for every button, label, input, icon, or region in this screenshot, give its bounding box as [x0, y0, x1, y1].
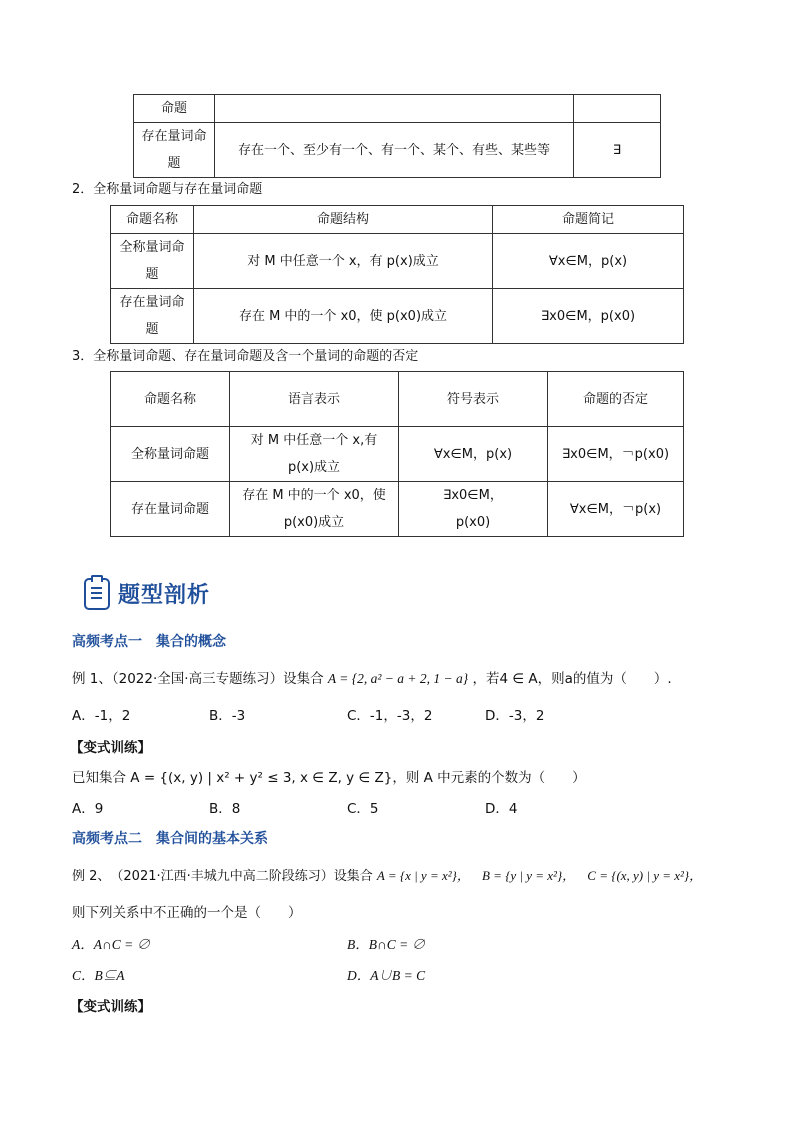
example-prefix: 例 2、 （2021·江西·丰城九中高二阶段练习）设集合	[72, 869, 373, 884]
point-title: 高频考点二 集合间的基本关系	[72, 831, 268, 847]
variant-question: 已知集合 A = {(x, y) | x² + y² ≤ 3, x ∈ Z, y ∈ Z}，则 A 中元素的个数为（ ）	[72, 770, 586, 786]
option-c: C．5	[347, 801, 379, 817]
table-header: 命题简记	[493, 206, 684, 234]
table-cell	[215, 95, 574, 123]
variant-training-label: 【变式训练】	[70, 999, 151, 1015]
page-heading: 题型剖析	[118, 583, 211, 608]
table-header: 命题的否定	[548, 372, 684, 427]
option-a: A．-1，2	[72, 708, 131, 724]
table-header: 命题名称	[111, 372, 230, 427]
table-cell: 存在 M 中的一个 x0，使 p(x0)成立	[230, 482, 399, 537]
table-header: 命题名称	[111, 206, 194, 234]
table-header: 命题结构	[194, 206, 493, 234]
table-cell: ∃	[574, 123, 661, 178]
example-suffix: ，若4 ∈ A，则a的值为（ ）.	[472, 671, 672, 687]
table-cell: 存在 M 中的一个 x0，使 p(x0)成立	[194, 289, 493, 344]
table-cell: 全称量词命题	[111, 234, 194, 289]
table-cell: 对 M 中任意一个 x,有 p(x)成立	[230, 427, 399, 482]
option-b: B．8	[209, 801, 241, 817]
table-cell: ∃x0∈M，p(x0)	[493, 289, 684, 344]
table-cell: 全称量词命题	[111, 427, 230, 482]
option-c: C．-1，-3，2	[347, 708, 433, 724]
table-cell: ∃x0∈M，￢p(x0)	[548, 427, 684, 482]
table-cell: ∀x∈M，p(x)	[399, 427, 548, 482]
negation-table	[110, 371, 684, 537]
example-1	[72, 667, 672, 687]
table-cell: 存在量词命题	[134, 123, 215, 178]
set-b: B = {y | y = x²}，	[481, 868, 576, 883]
option-d: D．4	[485, 801, 518, 817]
quantifier-table-1	[133, 94, 661, 178]
quantifier-table-2	[110, 205, 684, 344]
table-cell: 存在一个、至少有一个、有一个、某个、有些、某些等	[215, 123, 574, 178]
table-cell: 命题	[134, 95, 215, 123]
option-b: B．B∩C = ∅	[347, 937, 426, 952]
table-cell: 对 M 中任意一个 x，有 p(x)成立	[194, 234, 493, 289]
table-cell: 存在量词命题	[111, 482, 230, 537]
table-header: 符号表示	[399, 372, 548, 427]
option-b: B．-3	[209, 708, 246, 724]
option-a: A．A∩C = ∅	[72, 937, 151, 952]
option-a: A．9	[72, 801, 104, 817]
option-c: C．B⊆A	[72, 968, 125, 983]
table-cell: ∀x∈M，￢p(x)	[548, 482, 684, 537]
option-d: D．A∪B = C	[347, 968, 426, 983]
example-2	[72, 865, 702, 884]
table-header: 语言表示	[230, 372, 399, 427]
set-a: A = {x | y = x²}，	[376, 868, 470, 883]
example-question: 则下列关系中不正确的一个是（ ）	[72, 905, 302, 921]
table-cell: 存在量词命题	[111, 289, 194, 344]
option-d: D．-3，2	[485, 708, 545, 724]
clipboard-list-icon	[84, 578, 110, 610]
variant-training-label: 【变式训练】	[70, 740, 151, 756]
table-cell	[574, 95, 661, 123]
point-title: 高频考点一 集合的概念	[72, 634, 226, 650]
example-prefix: 例 1、（2022·全国·高三专题练习）设集合	[72, 671, 324, 687]
set-c: C = {(x, y) | y = x²}，	[587, 868, 703, 883]
section-title: 3．全称量词命题、存在量词命题及含一个量词的命题的否定	[72, 349, 419, 364]
section-title: 2．全称量词命题与存在量词命题	[72, 182, 263, 197]
example-set: A = {2, a² − a + 2, 1 − a}	[327, 671, 469, 686]
table-cell: ∀x∈M，p(x)	[493, 234, 684, 289]
table-cell: ∃x0∈M，p(x0)	[399, 482, 548, 537]
